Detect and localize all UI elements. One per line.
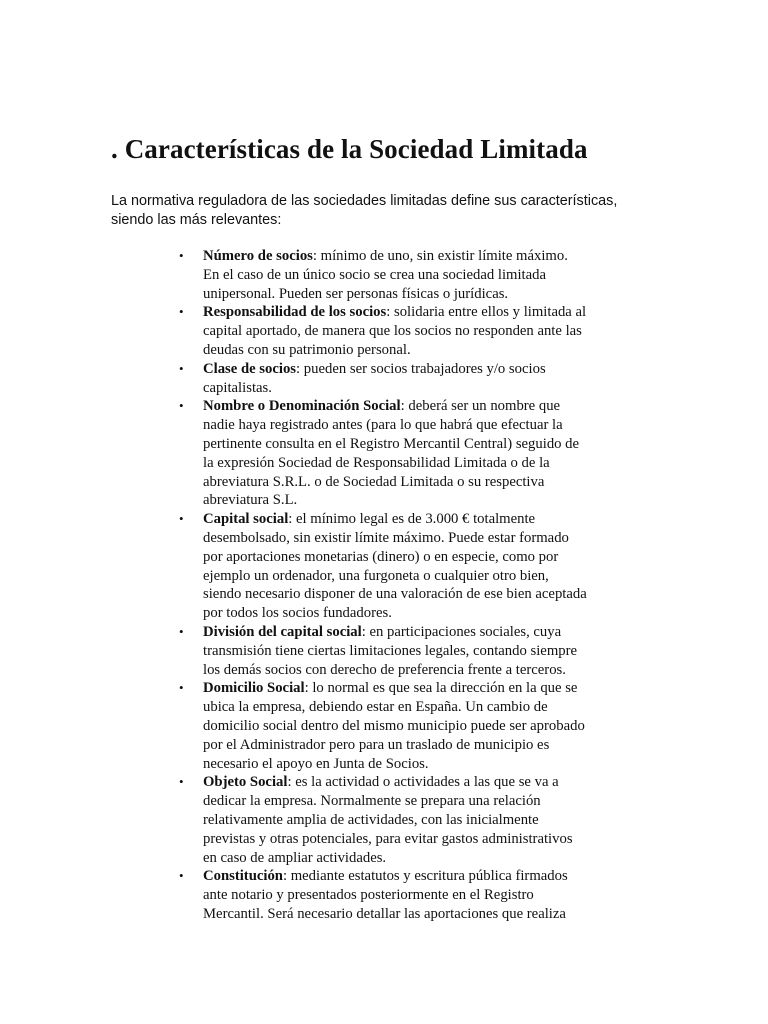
list-item (0, 773, 587, 867)
list-item-line: por aportaciones monetarias (dinero) o en especie, como por (203, 548, 559, 565)
list-item-line: ante notario y presentados posteriormente en el Registro (203, 887, 534, 904)
list-item-line: nadie haya registrado antes (para lo que habrá que efectuar la (203, 417, 563, 434)
intro-line: siendo las más relevantes: (111, 211, 282, 228)
characteristics-list (0, 247, 587, 924)
list-item-line (203, 773, 587, 792)
list-item-line: los demás socios con derecho de preferencia frente a terceros. (203, 661, 566, 678)
list-item-text: : lo normal es que sea la dirección en la que se (304, 680, 578, 697)
bullet-icon: • (179, 248, 184, 263)
list-item-term: Capital social (203, 511, 289, 528)
list-item (0, 247, 587, 303)
list-item (0, 623, 587, 679)
list-item-line: desembolsado, sin existir límite máximo. Puede estar formado (203, 529, 569, 546)
list-item-text: : mínimo de uno, sin existir límite máximo. (312, 248, 568, 264)
list-item-line: abreviatura S.L. (203, 492, 298, 509)
list-item-text: : mediante estatutos y escritura pública firmados (282, 868, 568, 885)
list-item-line: capitalistas. (203, 379, 272, 396)
list-item (0, 510, 587, 623)
list-item-term: Nombre o Denominación Social (203, 398, 401, 415)
list-item (0, 303, 587, 359)
list-item-line (203, 360, 587, 379)
list-item-term: Objeto Social (203, 774, 288, 791)
list-item-term: Número de socios (203, 248, 313, 264)
document-title: . Características de la Sociedad Limitada (111, 134, 588, 164)
list-item-line: unipersonal. Pueden ser personas físicas o jurídicas. (203, 285, 509, 302)
list-item-term: Clase de socios (203, 360, 297, 377)
list-item-line: domicilio social dentro del mismo municipio puede ser aprobado (203, 717, 585, 734)
bullet-icon: • (179, 774, 184, 790)
list-item-text: : el mínimo legal es de 3.000 € totalmente (288, 511, 536, 528)
list-item-line: siendo necesario disponer de una valoración de ese bien aceptada (203, 586, 587, 603)
bullet-icon: • (179, 511, 184, 527)
list-item-term: Domicilio Social (203, 680, 305, 697)
list-item-line (203, 679, 587, 698)
list-item-text: : pueden ser socios trabajadores y/o socios (296, 360, 546, 377)
list-item-line: Mercantil. Será necesario detallar las aportaciones que realiza (203, 905, 566, 922)
bullet-icon: • (179, 868, 184, 884)
bullet-icon: • (179, 360, 184, 376)
list-item-line (203, 303, 587, 322)
list-item (0, 360, 587, 398)
intro-line: La normativa reguladora de las sociedades limitadas define sus características, (111, 193, 618, 209)
list-item-line: deudas con su patrimonio personal. (203, 341, 411, 358)
list-item-line: la expresión Sociedad de Responsabilidad Limitada o de la (203, 454, 550, 471)
list-item-line: abreviatura S.R.L. o de Sociedad Limitada o su respectiva (203, 473, 545, 490)
bullet-icon: • (179, 398, 184, 414)
list-item-line (203, 867, 587, 886)
list-item-line: necesario el apoyo en Junta de Socios. (203, 755, 429, 772)
list-item-line: por todos los socios fundadores. (203, 605, 392, 622)
list-item-line: En el caso de un único socio se crea una sociedad limitada (203, 266, 546, 283)
intro-paragraph (111, 192, 671, 230)
list-item-line (203, 623, 587, 642)
list-item-line: ubica la empresa, debiendo estar en España. Un cambio de (203, 699, 548, 716)
bullet-icon: • (179, 680, 184, 696)
list-item-line: pertinente consulta en el Registro Mercantil Central) seguido de (203, 435, 580, 452)
list-item-term: División del capital social (203, 623, 362, 640)
list-item-line: ejemplo un ordenador, una furgoneta o cualquier otro bien, (203, 567, 549, 584)
list-item-term: Responsabilidad de los socios (203, 304, 387, 321)
list-item-text: : deberá ser un nombre que (400, 398, 561, 415)
list-item-line: relativamente amplia de actividades, con las inicialmente (203, 811, 539, 828)
list-item-line: transmisión tiene ciertas limitaciones legales, contando siempre (203, 642, 578, 659)
bullet-icon: • (179, 304, 184, 320)
list-item-line: dedicar la empresa. Normalmente se prepara una relación (203, 793, 541, 810)
list-item-text: : solidaria entre ellos y limitada al (386, 304, 587, 321)
list-item-line (203, 247, 587, 266)
list-item-line: capital aportado, de manera que los socios no responden ante las (203, 323, 582, 340)
list-item-line: previstas y otras potenciales, para evitar gastos administrativos (203, 830, 573, 847)
list-item-line: en caso de ampliar actividades. (203, 849, 387, 866)
list-item (0, 397, 587, 510)
list-item-line: por el Administrador pero para un traslado de municipio es (203, 736, 550, 753)
list-item-line (203, 510, 587, 529)
list-item-line (203, 397, 587, 416)
bullet-icon: • (179, 623, 184, 639)
list-item (0, 679, 587, 773)
list-item (0, 867, 587, 923)
list-item-text: : en participaciones sociales, cuya (361, 623, 562, 640)
list-item-text: : es la actividad o actividades a las que se va a (287, 774, 559, 791)
list-item-term: Constitución (203, 868, 283, 885)
